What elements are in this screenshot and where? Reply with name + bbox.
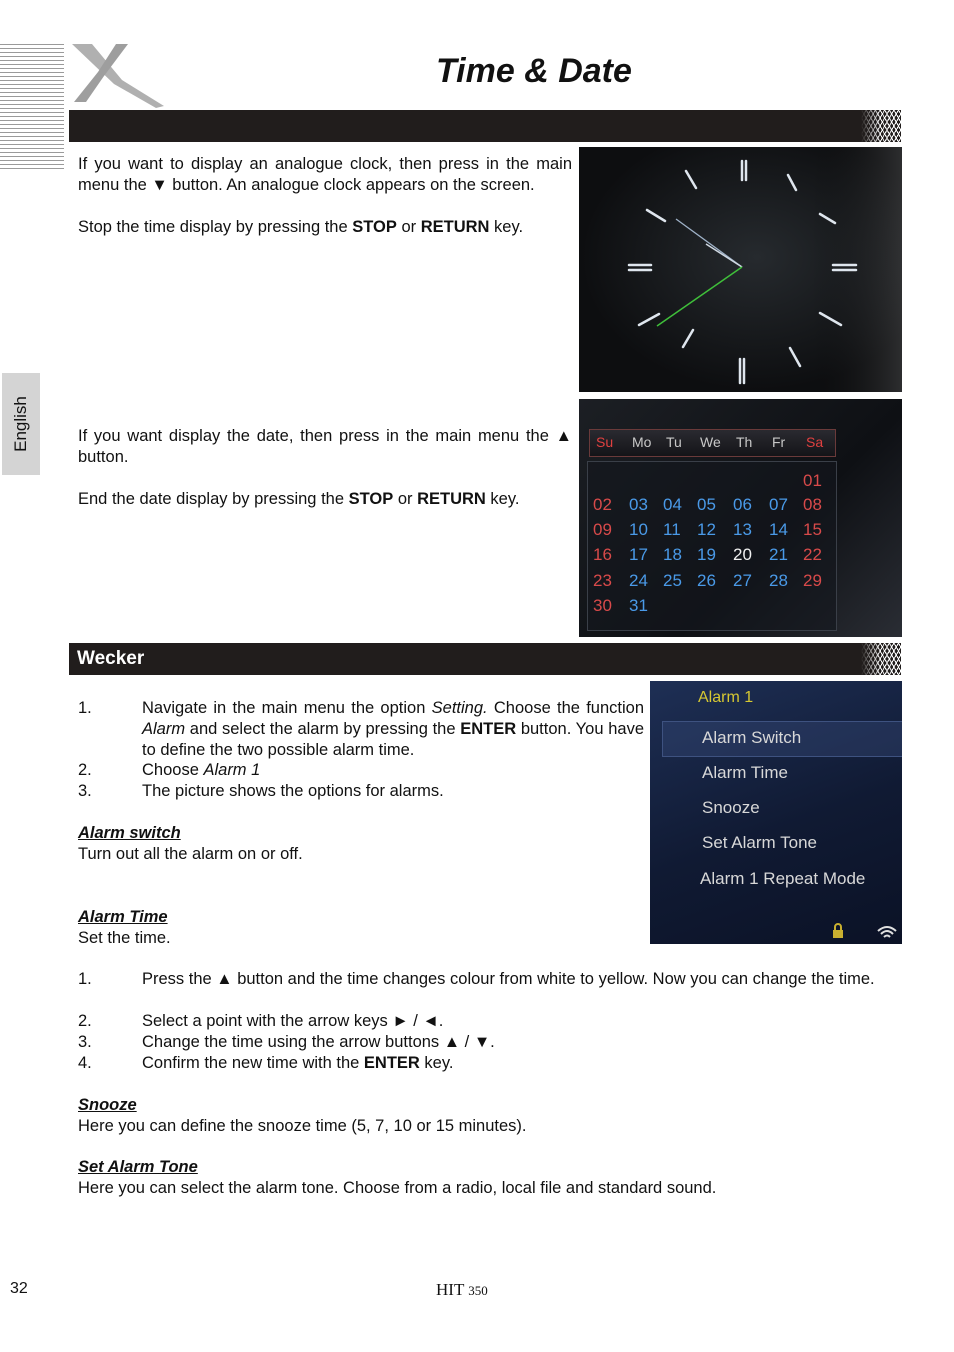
calendar-day: 16	[593, 545, 612, 564]
calendar-day: 29	[803, 571, 822, 590]
time-step-1	[78, 969, 894, 1011]
calendar-day: 30	[593, 596, 612, 615]
clock-paragraph	[78, 154, 572, 238]
date-stop-note	[78, 489, 572, 510]
step-text: Change the time using the arrow buttons ▲ / ▼.	[142, 1033, 495, 1051]
clock-intro: If you want to display an analogue clock, then press in the main menu the ▼ button. An analogue clock appears on the screen.	[78, 155, 572, 194]
step-number: 2.	[78, 1012, 92, 1030]
section-bar-wecker	[69, 643, 901, 675]
calendar-day: 02	[593, 495, 612, 514]
step-2-text: Choose	[142, 761, 204, 779]
calendar-day: 26	[697, 571, 716, 590]
clock-stop-note	[78, 217, 572, 238]
alarm-menu-image	[650, 681, 902, 944]
calendar-day: 17	[629, 545, 648, 564]
calendar-day: 28	[769, 571, 788, 590]
section-bar-top	[69, 110, 901, 142]
lock-icon	[828, 921, 848, 941]
model-name	[436, 1280, 488, 1300]
calendar-day: 25	[663, 571, 682, 590]
alarm-menu-item[interactable]: Alarm Time	[702, 763, 788, 782]
alarm-time-text: Set the time.	[78, 929, 171, 947]
calendar-day: 19	[697, 545, 716, 564]
calendar-day: 04	[663, 495, 682, 514]
return-key: RETURN	[417, 490, 486, 508]
calendar-day: 11	[663, 520, 681, 539]
analogue-clock-face	[579, 147, 902, 392]
alarm-menu-item[interactable]: Alarm Switch	[702, 728, 802, 747]
step-1-part: and select the alarm by pressing the	[185, 720, 461, 738]
calendar-day: 08	[803, 495, 822, 514]
date-intro: If you want display the date, then press in the main menu the ▲ button.	[78, 427, 572, 466]
step-number: 3.	[78, 782, 92, 800]
step-number: 3.	[78, 1033, 92, 1051]
key-text: key.	[489, 218, 524, 236]
step-number: 4.	[78, 1054, 92, 1072]
alarm-menu-item[interactable]: Snooze	[702, 798, 760, 817]
calendar-day: 10	[629, 520, 648, 539]
step-text: Press the ▲ button and the time changes colour from white to yellow. Now you can change the time.	[142, 970, 875, 988]
return-key: RETURN	[420, 218, 490, 236]
alarm-term: Alarm	[142, 720, 186, 738]
calendar-weekday-bar	[589, 429, 836, 457]
step-1-part: Choose the function	[487, 699, 645, 717]
calendar-day: 31	[629, 596, 648, 615]
step-1-part: Navigate in the main menu the option	[142, 699, 432, 717]
model-main: HIT	[436, 1280, 469, 1299]
step-number: 2.	[78, 761, 92, 779]
calendar-day: 20	[733, 545, 752, 564]
enter-key: ENTER	[363, 1054, 420, 1072]
clock-stop-text: Stop the time display by pressing the	[78, 218, 353, 236]
step-text: The picture shows the options for alarms.	[142, 782, 444, 800]
calendar-weekday: Tu	[666, 434, 682, 450]
calendar-day: 14	[769, 520, 788, 539]
step-text	[142, 1053, 453, 1074]
calendar-weekday: Sa	[806, 434, 824, 450]
or-text: or	[396, 218, 421, 236]
calendar-day: 07	[769, 495, 788, 514]
alarm-1-term: Alarm 1	[203, 761, 261, 779]
bar-pattern	[861, 110, 901, 142]
calendar-day: 21	[769, 545, 788, 564]
step-text	[142, 760, 260, 781]
step-text	[142, 698, 644, 761]
calendar-day: 01	[803, 471, 822, 490]
bar-pattern	[861, 643, 901, 675]
date-paragraph	[78, 426, 572, 510]
calendar-weekday: Fr	[772, 434, 786, 450]
enter-key: ENTER	[460, 720, 517, 738]
step-number: 1.	[78, 699, 92, 717]
calendar-day: 15	[803, 520, 822, 539]
calendar-day: 27	[733, 571, 752, 590]
calendar-day: 23	[593, 571, 612, 590]
alarm-switch-text: Turn out all the alarm on or off.	[78, 845, 303, 863]
alarm-menu-title: Alarm 1	[698, 689, 754, 706]
calendar-day: 09	[593, 520, 612, 539]
or-text: or	[393, 490, 418, 508]
calendar-day: 18	[663, 545, 682, 564]
page-number: 32	[10, 1280, 28, 1297]
calendar-day: 03	[629, 495, 648, 514]
calendar-weekday: Th	[736, 434, 753, 450]
language-side-tab	[2, 373, 40, 475]
alarm-menu-item[interactable]: Alarm 1 Repeat Mode	[700, 869, 866, 888]
setting-term: Setting.	[431, 699, 488, 717]
step-number: 1.	[78, 970, 92, 988]
calendar-day: 24	[629, 571, 648, 590]
calendar-day: 05	[697, 495, 716, 514]
calendar-day: 12	[697, 520, 716, 539]
alarm-switch-heading: Alarm switch	[78, 824, 181, 842]
calendar-weekday: Mo	[632, 434, 652, 450]
wecker-heading: Wecker	[77, 648, 145, 669]
calendar-day: 06	[733, 495, 752, 514]
calendar-weekday: Su	[596, 434, 614, 450]
date-stop-text: End the date display by pressing the	[78, 490, 349, 508]
stop-key: STOP	[352, 218, 397, 236]
calendar-day: 22	[803, 545, 822, 564]
snooze-heading: Snooze	[78, 1096, 137, 1114]
decorative-stripes	[0, 44, 64, 172]
wifi-icon	[876, 925, 898, 941]
key-text: key.	[485, 490, 520, 508]
step-4-text: Confirm the new time with the	[142, 1054, 364, 1072]
step-text: Select a point with the arrow keys ► / ◄.	[142, 1012, 444, 1030]
wecker-step-1	[78, 698, 644, 761]
calendar-image	[579, 399, 902, 637]
alarm-menu-item[interactable]: Set Alarm Tone	[702, 833, 817, 852]
alarm-tone-heading: Set Alarm Tone	[78, 1158, 198, 1176]
alarm-tone-text: Here you can select the alarm tone. Choose from a radio, local file and standard sound.	[78, 1179, 717, 1197]
language-label: English	[11, 396, 30, 452]
model-number: 350	[468, 1283, 488, 1298]
brand-x-logo	[64, 40, 168, 110]
analogue-clock-image	[579, 147, 902, 392]
step-4-text: key.	[419, 1054, 454, 1072]
snooze-text: Here you can define the snooze time (5, 7, 10 or 15 minutes).	[78, 1117, 527, 1135]
step-1-part: button. You have to define the two possible alarm time.	[142, 720, 644, 759]
stop-key: STOP	[348, 490, 394, 508]
calendar-weekday: We	[700, 434, 721, 450]
calendar-day: 13	[733, 520, 752, 539]
alarm-time-heading: Alarm Time	[78, 908, 168, 926]
page-title: Time & Date	[436, 52, 632, 90]
